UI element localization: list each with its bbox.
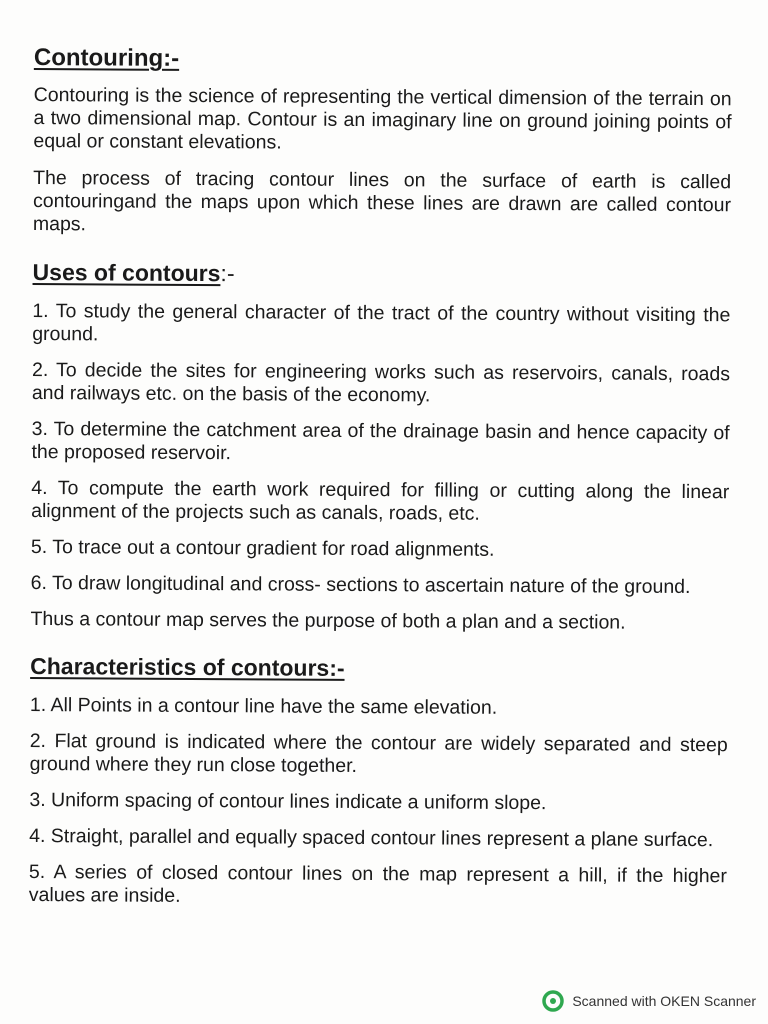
- list-item: 3. To determine the catchment area of the drainage basin and hence capacity of the proposed reservoir.: [31, 417, 730, 465]
- intro-paragraph-1: Contouring is the science of representing the vertical dimension of the terrain on a two dimensional map. Contour is an imaginary line on ground joining points of equal or constant elevations.: [33, 83, 732, 154]
- list-item: 5. A series of closed contour lines on the map represent a hill, if the higher values are inside.: [28, 860, 727, 907]
- page-title: Contouring:-: [33, 44, 180, 72]
- uses-conclusion: Thus a contour map serves the purpose of both a plan and a section.: [30, 607, 626, 634]
- list-item: 2. Flat ground is indicated where the contour are widely separated and steep ground where they run close together.: [29, 729, 728, 777]
- list-item: 4. Straight, parallel and equally spaced contour lines represent a plane surface.: [29, 824, 714, 852]
- characteristics-heading: Characteristics of contours:-: [30, 652, 345, 681]
- list-item: 1. All Points in a contour line have the same elevation.: [29, 693, 498, 719]
- list-item: 2. To decide the sites for engineering works such as reservoirs, canals, roads and railways etc. on the basis of the economy.: [31, 358, 731, 407]
- intro-paragraph-2: The process of tracing contour lines on the surface of earth is called contouringand the maps upon which these lines are drawn are called contour maps.: [32, 166, 732, 236]
- list-item: 6. To draw longitudinal and cross- sections to ascertain nature of the ground.: [30, 571, 691, 599]
- uses-list: [30, 300, 730, 635]
- uses-heading: Uses of contours:-: [32, 258, 235, 287]
- document-body: [29, 44, 732, 924]
- scanner-watermark: [542, 990, 756, 1012]
- scanner-logo-icon: [542, 990, 564, 1012]
- list-item: 4. To compute the earth work required for filling or cutting along the linear alignment of the projects such as canals, roads, etc.: [31, 476, 730, 525]
- list-item: 1. To study the general character of the tract of the country without visiting the ground.: [32, 299, 731, 346]
- list-item: 3. Uniform spacing of contour lines indicate a uniform slope.: [29, 788, 547, 815]
- scanner-watermark-text: Scanned with OKEN Scanner: [572, 993, 756, 1009]
- characteristics-list: [29, 694, 728, 911]
- list-item: 5. To trace out a contour gradient for road alignments.: [30, 535, 495, 561]
